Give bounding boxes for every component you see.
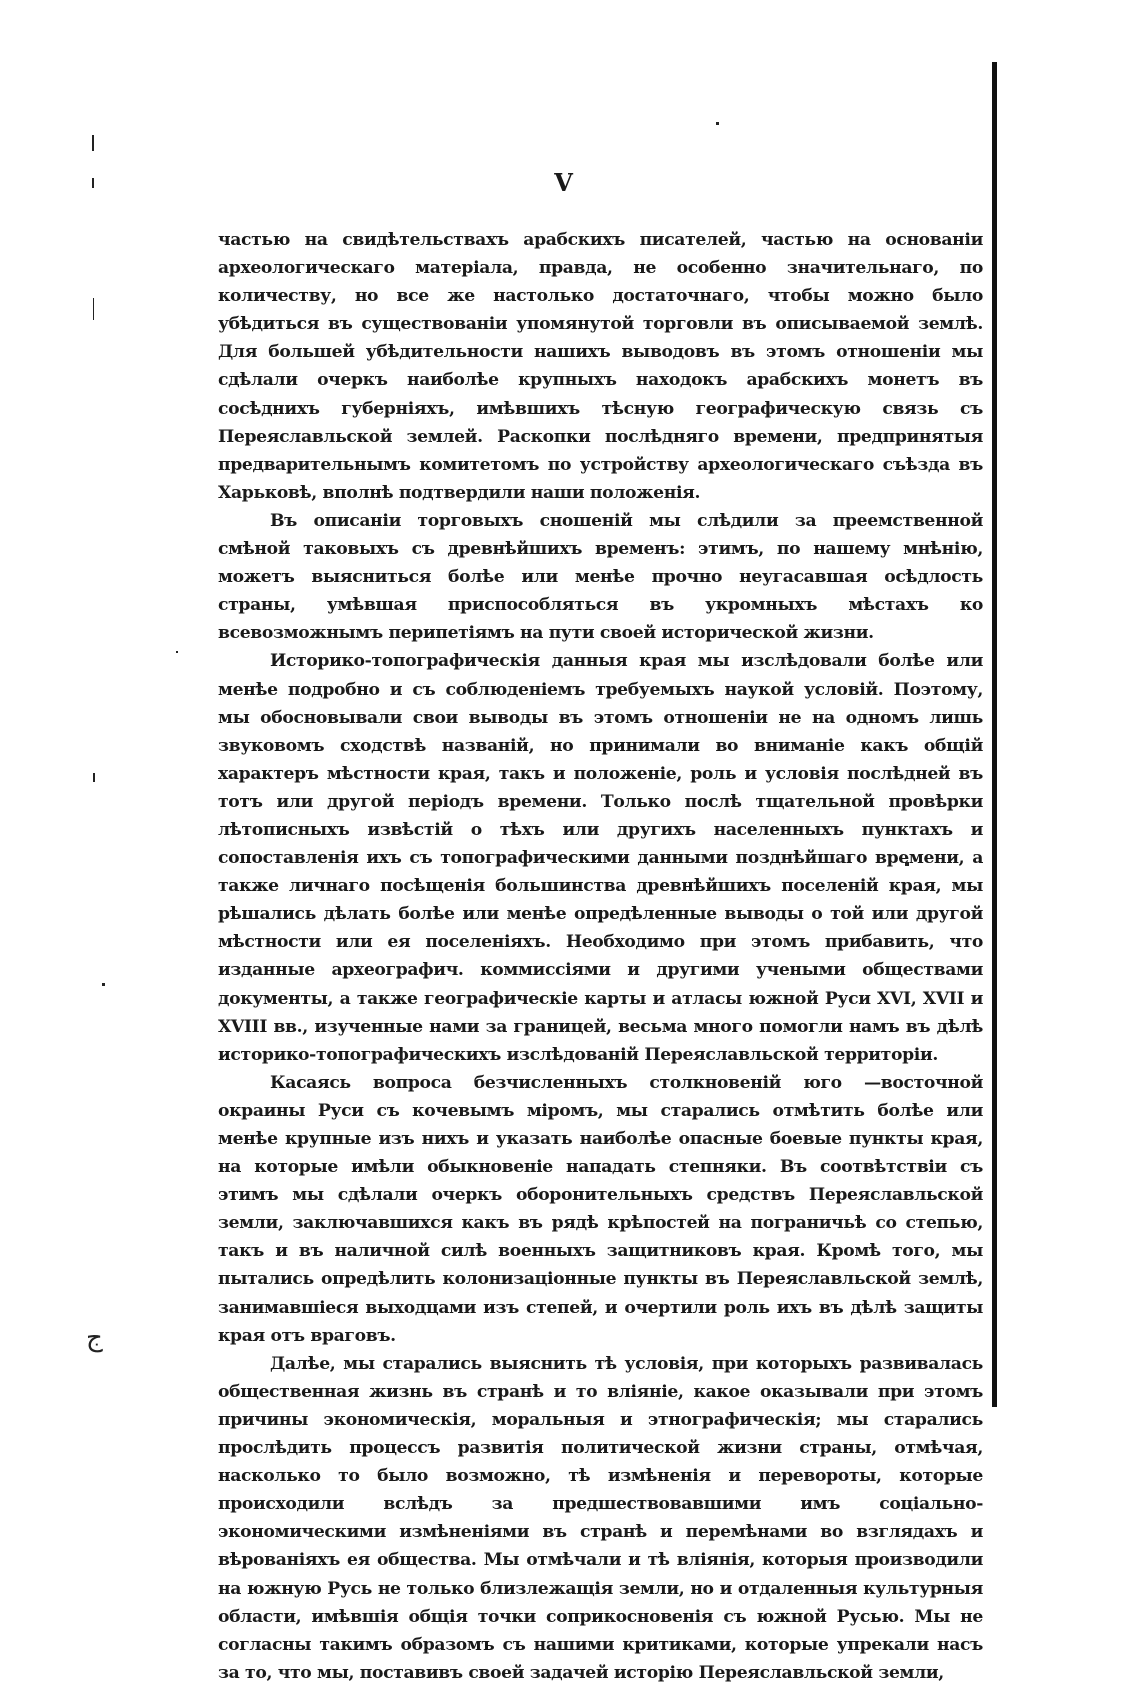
paragraph: Далѣе, мы старались выяснить тѣ условія, при которыхъ развивалась общественная жизнь въ странѣ и то вліяніе, какое оказывали при этомъ причины экономическія, моральныя и этнографическія; мы старались прослѣдить процессъ развитія политической жизни страны, отмѣчая, насколько то было возможно, тѣ измѣненія и перевороты, которые происходили вслѣдъ за предшествовавшими имъ соціально-экономическими измѣненіями въ странѣ и перемѣнами во взглядахъ и вѣрованіяхъ ея общества. Мы отмѣчали и тѣ вліянія, которыя производили на южную Русь не только близлежащія земли, но и отдаленныя культурныя области, имѣвшія общія точки соприкосновенія съ южной Русью. Мы не согласны такимъ образомъ съ нашими критиками, которые упрекали насъ за то, что мы, поставивъ своей задачей исторію Переяславльской земли, [218,1353,983,1683]
scan-speck [176,651,178,653]
scan-speck [92,135,94,151]
scan-speck [716,122,719,125]
margin-handwritten-mark: ج [86,1323,103,1353]
paragraph: Въ описаніи торговыхъ сношеній мы слѣдили за преемственной смѣной таковыхъ съ древнѣйшихъ временъ: этимъ, по нашему мнѣнію, можетъ выясниться болѣе или менѣе прочно неугасавшая осѣдлость страны, умѣвшая приспособляться въ укромныхъ мѣстахъ ко всевозможнымъ перипетіямъ на пути своей исторической жизни. [218,510,983,644]
paragraph: Касаясь вопроса безчисленныхъ столкновеній юго —восточной окраины Руси съ кочевымъ міромъ, мы старались отмѣтить болѣе или менѣе крупные изъ нихъ и указать наиболѣе опасные боевые пункты края, на которые имѣли обыкновеніе нападать степняки. Въ соотвѣтствіи съ этимъ мы сдѣлали очеркъ оборонительныхъ средствъ Переяславльской земли, заключавшихся какъ въ рядѣ крѣпостей на пограничьѣ со степью, такъ и въ наличной силѣ военныхъ защитниковъ края. Кромѣ того, мы пытались опредѣлить колонизаціонные пункты въ Переяславльской землѣ, занимавшіеся выходцами изъ степей, и очертили роль ихъ въ дѣлѣ защиты края отъ враговъ. [218,1072,983,1346]
paragraph: частью на свидѣтельствахъ арабскихъ писателей, частью на основаніи археологическаго матеріала, правда, не особенно значительнаго, по количеству, но все же настолько достаточнаго, чтобы можно было убѣдиться въ существованіи упомянутой торговли въ описываемой землѣ. Для большей убѣдительности нашихъ выводовъ въ этомъ отношеніи мы сдѣлали очеркъ наиболѣе крупныхъ находокъ арабскихъ монетъ въ сосѣднихъ губерніяхъ, имѣвшихъ тѣсную географическую связь съ Переяславльской землей. Раскопки послѣдняго времени, предпринятыя предварительнымъ комитетомъ по устройству археологическаго съѣзда въ Харьковѣ, вполнѣ подтвердили наши положенія. [218,230,983,503]
scan-speck [93,298,94,320]
page-number: V [554,168,573,197]
scan-speck [93,773,95,782]
paragraph: Историко-топографическія данныя края мы изслѣдовали болѣе или менѣе подробно и съ соблюденіемъ требуемыхъ наукой условій. Поэтому, мы обосновывали свои выводы въ этомъ отношеніи не на одномъ лишь звуковомъ сходствѣ названій, но принимали во вниманіе какъ общій характеръ мѣстности края, такъ и положеніе, роль и условія послѣдней въ тотъ или другой періодъ времени. Только послѣ тщательной провѣрки лѣтописныхъ извѣстій о тѣхъ или другихъ населенныхъ пунктахъ и сопоставленія ихъ съ топографическими данными позднѣйшаго времени, а также личнаго посѣщенія большинства древнѣйшихъ поселеній края, мы рѣшались дѣлать болѣе или менѣе опредѣленные выводы о той или другой мѣстности или ея поселеніяхъ. Необходимо при этомъ прибавить, что изданные археографич. коммиссіями и другими учеными обществами документы, а также географическіе карты и атласы южной Руси XVI, XVII и XVIII вв., изученные нами за границей, весьма много помогли намъ въ дѣлѣ историко-топографическихъ изслѣдованій Переяславльской территоріи. [218,651,983,1065]
body-text [218,226,983,1687]
scan-edge-rule [992,62,997,1407]
scan-speck [102,983,105,986]
